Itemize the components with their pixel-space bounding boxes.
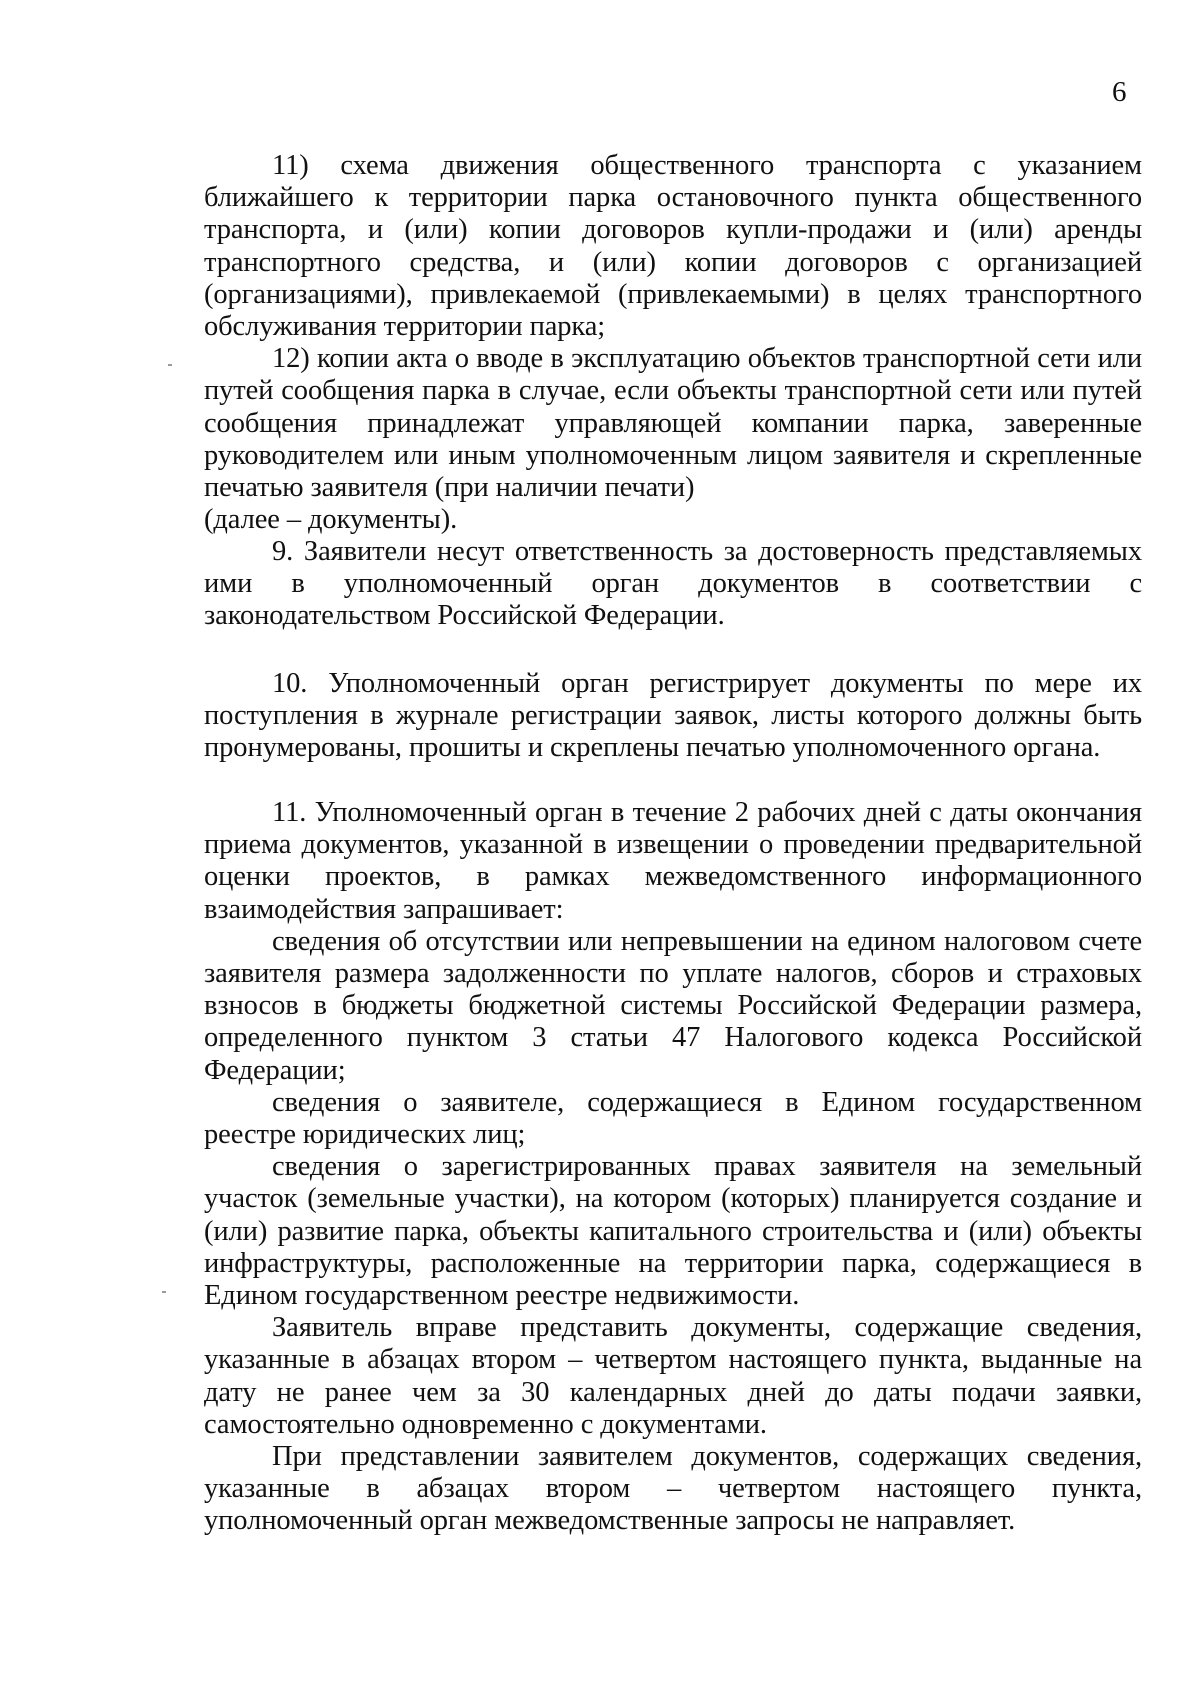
document-list-continuation: [204, 150, 1142, 536]
section-11-paragraph-3: сведения о заявителе, содержащиеся в Едином государственном реестре юридических лиц;: [204, 1086, 1142, 1151]
scan-margin-mark: [168, 364, 172, 366]
section-9: [204, 536, 1142, 633]
section-9-paragraph: 9. Заявители несут ответственность за достоверность представляемых ими в уполномоченный орган документов в соответствии с законодательством Российской Федерации.: [204, 536, 1142, 632]
section-11-paragraph-6: При представлении заявителем документов, содержащих сведения, указанные в абзацах втором – четвертом настоящего пункта, уполномоченный орган межведомственные запросы не направляет.: [204, 1441, 1142, 1537]
page-number: 6: [1112, 76, 1127, 108]
section-11-paragraph-4: сведения о зарегистрированных правах заявителя на земельный участок (земельные участки), на котором (которых) планируется создание и (или) развитие парка, объекты капитального строительства и (или) объекты инфраструктуры, расположенные на территории парка, содержащиеся в Едином государственном реестре недвижимости.: [204, 1151, 1142, 1312]
documents-definition: (далее – документы).: [204, 504, 458, 536]
list-item-11: 11) схема движения общественного транспорта с указанием ближайшего к территории парка остановочного пункта общественного транспорта, и (или) копии договоров купли-продажи и (или) аренды транспортного средства, и (или) копии договоров с организацией (организациями), привлекаемой (привлекаемыми) в целях транспортного обслуживания территории парка;: [204, 150, 1142, 343]
section-11-paragraph-2: сведения об отсутствии или непревышении на едином налоговом счете заявителя размера задолженности по уплате налогов, сборов и страховых взносов в бюджеты бюджетной системы Российской Федерации размера, определенного пунктом 3 статьи 47 Налогового кодекса Российской Федерации;: [204, 925, 1142, 1086]
section-11-paragraph-5: Заявитель вправе представить документы, содержащие сведения, указанные в абзацах втором – четвертом настоящего пункта, выданные на дату не ранее чем за 30 календарных дней до даты подачи заявки, самостоятельно одновременно с документами.: [204, 1312, 1142, 1440]
section-10: [204, 668, 1142, 765]
list-item-12: 12) копии акта о вводе в эксплуатацию объектов транспортной сети или путей сообщения парка в случае, если объекты транспортной сети или путей сообщения принадлежат управляющей компании парка, заверенные руководителем или иным уполномоченным лицом заявителя и скрепленные печатью заявителя (при наличии печати): [204, 343, 1142, 504]
section-11: [204, 797, 1142, 1538]
section-10-paragraph: 10. Уполномоченный орган регистрирует документы по мере их поступления в журнале регистрации заявок, листы которого должны быть пронумерованы, прошиты и скреплены печатью уполномоченного органа.: [204, 668, 1142, 764]
section-11-paragraph-1: 11. Уполномоченный орган в течение 2 рабочих дней с даты окончания приема документов, указанной в извещении о проведении предварительной оценки проектов, в рамках межведомственного информационного взаимодействия запрашивает:: [204, 797, 1142, 925]
scan-margin-mark: [162, 1291, 166, 1293]
